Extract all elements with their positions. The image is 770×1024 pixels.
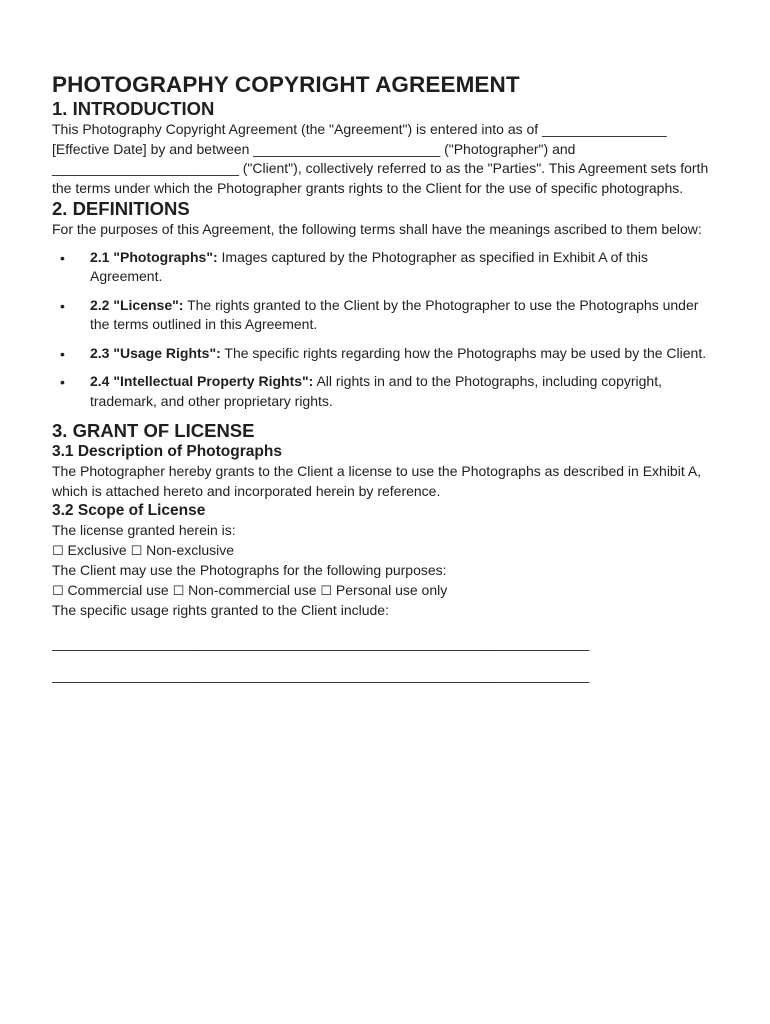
definition-text: Images captured by the Photographer as specified in Exhibit A of this Agreement. [90,248,648,284]
introduction-paragraph: This Photography Copyright Agreement (the "Agreement") is entered into as of ________________ [Effective Date] by and between ________________________ ("Photographer") and ________________________ ("Client"), collectively referred to as the "Parties". This Agreement sets forth the terms under which the Photographer grants rights to the Client for the use of specific photographs. [52,121,709,196]
commercial-use-label: Commercial use [63,581,173,598]
usage-rights-intro: The specific usage rights granted to the Client include: [52,602,389,618]
definition-term: 2.4 "Intellectual Property Rights": [90,373,314,389]
description-paragraph: The Photographer hereby grants to the Client a license to use the Photographs as described in Exhibit A, which is attached hereto and incorporated herein by reference. [52,463,702,499]
definitions-intro: For the purposes of this Agreement, the following terms shall have the meanings ascribed to them below: [52,221,702,237]
personal-use-label: Personal use only [332,581,448,598]
section-heading-definitions: 2. DEFINITIONS [52,198,190,219]
purpose-options [52,581,718,602]
scope-intro: The license granted herein is: [52,522,236,538]
non-commercial-use-label: Non-commercial use [184,581,321,598]
definition-text: All rights in and to the Photographs, including copyright, trademark, and other proprietary rights. [90,373,662,409]
bullet-icon: • [60,297,65,314]
definition-item-ip-rights [52,372,718,411]
usage-rights-blank-line[interactable]: _____________________________________________________________________ [52,667,590,683]
definition-text: The rights granted to the Client by the Photographer to use the Photographs under the terms outlined in this Agreement. [90,296,699,332]
bullet-icon: • [60,345,65,362]
definition-item-photographs [52,248,718,287]
non-exclusive-label: Non-exclusive [142,541,235,558]
definition-item-usage-rights [52,344,718,364]
document-title: PHOTOGRAPHY COPYRIGHT AGREEMENT [52,72,520,97]
non-exclusive-checkbox-icon[interactable]: ☐ [130,543,143,559]
section-heading-grant-of-license: 3. GRANT OF LICENSE [52,420,255,441]
exclusive-checkbox-icon[interactable]: ☐ [52,543,64,559]
bullet-icon: • [60,249,65,266]
license-type-options [52,541,718,562]
non-commercial-use-checkbox-icon[interactable]: ☐ [172,583,185,599]
exclusive-label: Exclusive [63,541,131,558]
definitions-list [52,248,718,412]
definition-text: The specific rights regarding how the Photographs may be used by the Client. [220,344,707,361]
bullet-icon: • [60,374,65,390]
definition-term: 2.1 "Photographs": [90,248,218,265]
definition-item-license [52,296,718,335]
section-heading-introduction: 1. INTRODUCTION [52,98,215,119]
definition-term: 2.3 "Usage Rights": [90,344,221,361]
subsection-heading-scope: 3.2 Scope of License [52,502,206,519]
purposes-intro: The Client may use the Photographs for the following purposes: [52,562,447,578]
definition-term: 2.2 "License": [90,296,184,313]
usage-rights-blank-line[interactable]: _____________________________________________________________________ [52,634,590,651]
commercial-use-checkbox-icon[interactable]: ☐ [52,583,64,599]
personal-use-checkbox-icon[interactable]: ☐ [320,583,333,599]
subsection-heading-description: 3.1 Description of Photographs [52,443,282,460]
